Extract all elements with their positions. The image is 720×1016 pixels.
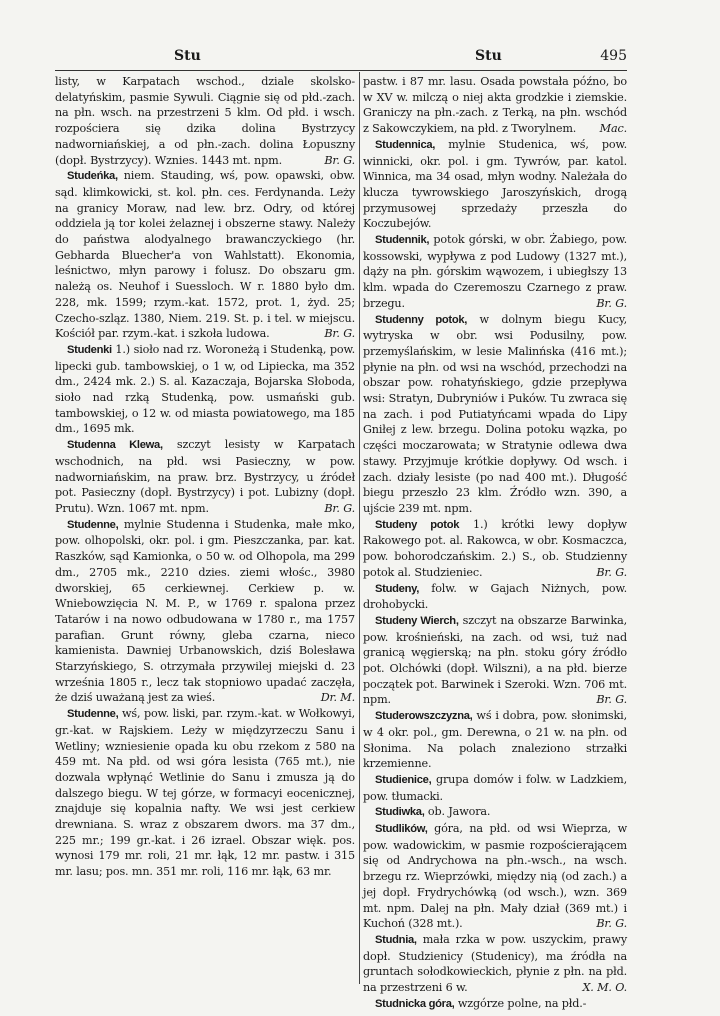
dictionary-entry: [55, 706, 355, 880]
entry-headword: Studiwka,: [375, 806, 425, 819]
dictionary-entry: [363, 613, 627, 708]
dictionary-entry: [55, 437, 355, 517]
running-header: [55, 48, 627, 70]
author-signature: Br. G.: [596, 565, 627, 579]
dictionary-entry: [55, 517, 355, 706]
entry-headword: Studlików,: [375, 823, 428, 836]
dictionary-entry: [363, 772, 627, 804]
entry-text: wś, pow. liski, par. rzym.-kat. w Wołkowyi, gr.-kat. w Rajskiem. Leży w międzyrzeczu Sanu i Wetliny; wzniesienie opada ku obu rzekom z 580 na 459 mt. Na płd. od wsi góra lesista (765 mt.), nie dozwala wpłynąć Wetlinie do Sanu i zmusza ją do dalszego biegu. W tej górze, w formacyi eocenicznej, znajduje się kopalnia nafty. We wsi jest cerkiew drewniana. S. wraz z obszarem dwors. ma 37 dm., 225 mr.; 199 gr.-kat. i 26 izrael. Obszar więk. pos. wynosi 179 mr. roli, 21 mr. łąk, 12 mr. pastw. i 315 mr. lasu; pos. mn. 351 mr. roli, 116 mr. łąk, 63 mr.: [55, 707, 355, 879]
entry-text: pastw. i 87 mr. lasu. Osada powstała późno, bo w XV w. milczą o niej akta grodzkie i ziemskie. Graniczy na płn.-zach. z Terką, na płn. wschód z Sakowczykiem, na płd. z Tworylnem.: [363, 75, 627, 136]
entry-text: wś i dobra, pow. słonimski, w 4 okr. pol., gm. Derewna, o 21 w. na płn. od Słonima. Na polach znaleziono strzałki krzemienne.: [363, 709, 627, 771]
entry-text: potok górski, w obr. Żabiego, pow. kossowski, wypływa z pod Ludowy (1327 mt.), dąży na płn. górskim wąwozem, i ubiegłszy 13 klm. wpada do Czeremoszu Czarnego z praw. brzegu.: [363, 233, 627, 310]
entry-continuation: [363, 74, 627, 137]
entry-headword: Studeny Wierch,: [375, 614, 459, 627]
entry-text: ob. Jawora.: [424, 805, 491, 819]
entry-text: 1.) krótki lewy dopływ Rakowego pot. al. Rakowca, w obr. Kosmaczca, pow. bohorodczańskim. 2.) S., ob. Studzienny potok al. Studzieniec.: [363, 517, 627, 579]
dictionary-entry: [363, 581, 627, 613]
entry-headword: Studnia,: [375, 933, 417, 946]
dictionary-entry: [55, 168, 355, 342]
entry-headword: Studerowszczyzna,: [375, 710, 473, 723]
entry-text: mylnie Studenna i Studenka, małe mko, pow. olhopolski, okr. pol. i gm. Pieszczanka, par. kat. Raszków, sąd Kamionka, o 50 w. od Olhopola, ma 299 dm., 2705 mk., 2210 dzies. ziemi włośc., 3980 dworskiej, 65 cerkiewnej. Cerkiew p. w. Wniebowzięcia N. M. P., w 1769 r. spalona przez Tatarów i na nowo odbudowana w 1780 r., ma 1757 parafian. Grunt równy, gleba czarna, nieco kamienista. Dawniej Urbanowskich, dziś Bolesława Starzyńskiego, S. otrzymała przywilej miejski d. 23 września 1805 r., lecz tak stopniowo upadać zaczęła, że dziś uważaną jest za wieś.: [55, 517, 355, 705]
author-signature: Br. G.: [324, 153, 355, 167]
entry-headword: Studeńka,: [67, 170, 118, 183]
entry-text: niem. Stauding, wś, pow. opawski, obw. sąd. klimkowicki, st. kol. płn. ces. Ferdynanda. Leży na granicy Moraw, nad lew. brz. Odry, od której oddziela ją tor kolei żelaznej i obszerne stawy. Należy do państwa alodyalnego brawanczyckiego (hr. Gebharda Bluecher'a von Wahlstatt). Ekonomia, leśnictwo, młyn parowy i folusz. Do obszaru gm. należą os. Neuhof i Suessloch. W r. 1880 było dm. 228, mk. 1599; rzym.-kat. 1572, prot. 1, żyd. 25; Czecho-szląz. 1380, Niem. 219. St. p. i tel. w miejscu. Kościół par. rzym.-kat. i szkoła ludowa.: [55, 169, 355, 341]
dictionary-entry: [363, 517, 627, 581]
entry-headword: Studennik,: [375, 234, 430, 247]
author-signature: Br. G.: [596, 917, 627, 931]
author-signature: Dr. M.: [320, 691, 355, 705]
entry-headword: Studenny potok,: [375, 313, 468, 326]
dictionary-entry: [363, 996, 627, 1013]
entry-text: góra, na płd. od wsi Wieprza, w pow. wadowickim, w pasmie rozpościerającem się od Andrychowa na płn.-wsch., na wsch. brzegu rz. Wieprzówki, między nią (od zach.) a jej dopł. Frydrychówką (od wsch.), wzn. 369 mt. npm. Dalej na płn. Mały dział (369 mt.) i Kuchoń (328 mt.).: [363, 822, 627, 931]
entry-text: wzgórze polne, na płd.-: [454, 996, 587, 1010]
entry-headword: Studennica,: [375, 138, 436, 151]
entry-text: w dolnym biegu Kucy, wytryska w obr. wsi Podusilny, pow. przemyślańskim, w lesie Malinńska (416 mt.); płynie na płn. od wsi na wschód, przechodzi na obszar pow. rohatyńskiego, gdzie przepływa wsi: Stratyn, Dubryniów i Puków. Tu zwraca się na zach. i pod Putiatyńcami wpada do Lipy Gniłej z lew. brzegu. Dolina potoku wązka, po części moczarowata; w Stratynie odlewa dwa stawy. Przyjmuje krótkie dopływy. Od wsch. i zach. działy lesiste (po nad 400 mt.). Długość biegu przeszło 23 klm. Źródło wzn. 390, a ujście 239 mt. npm.: [363, 312, 627, 515]
dictionary-entry: [363, 821, 627, 932]
right-column: [363, 74, 627, 1012]
left-column: [55, 74, 355, 880]
header-rule: [55, 70, 627, 71]
left-running-head: Stu: [174, 48, 201, 64]
entry-headword: Studnicka góra,: [375, 997, 455, 1010]
author-signature: Br. G.: [324, 327, 355, 341]
right-running-head: Stu: [475, 48, 502, 64]
dictionary-entry: [363, 137, 627, 232]
entry-text: mała rzka w pow. uszyckim, prawy dopł. Studzienicy (Studenicy), ma źródła na gruntach sołodkowieckich, płynie z płn. na płd. na przestrzeni 6 w.: [363, 932, 627, 995]
entry-continuation: [55, 74, 355, 168]
entry-headword: Studeny,: [375, 582, 420, 595]
entry-text: listy, w Karpatach wschod., dziale skolsko-delatyńskim, pasmie Sywuli. Ciągnie się od płd.-zach. na płn. wsch. na przestrzeni 5 klm. Od płd. i wsch. rozpościera się dzika dolina Bystrzycy nadworniańskiej, a od płn.-zach. dolina Łopuszny (dopł. Bystrzycy). Wznies. 1443 mt. npm.: [55, 75, 355, 167]
entry-headword: Studenki: [67, 343, 112, 356]
dictionary-entry: [55, 342, 355, 437]
entry-text: mylnie Studenica, wś, pow. winnicki, okr. pol. i gm. Tywrów, par. katol. Winnica, ma 34 osad, młyn wodny. Należała do klucza tywrowskiego Jaroszyńskich, drogą przymusowej sprzedaży przeszła do Koczubejów.: [363, 137, 627, 231]
dictionary-entry: [363, 932, 627, 996]
dictionary-entry: [363, 232, 627, 312]
dictionary-entry: [363, 312, 627, 517]
page-number: 495: [600, 48, 627, 64]
entry-headword: Studeny potok: [375, 518, 460, 531]
author-signature: Br. G.: [324, 501, 355, 515]
dictionary-entry: [363, 708, 627, 772]
entry-text: szczyt lesisty w Karpatach wschodnich, na płd. wsi Pasieczny, w pow. nadworniańskim, na praw. brz. Bystrzycy, u źródeł pot. Pasieczny (dopł. Bystrzycy) i pot. Lubizny (dopł. Prutu). Wzn. 1067 mt. npm.: [55, 438, 355, 515]
column-divider: [359, 72, 360, 984]
entry-headword: Studenne,: [67, 708, 119, 721]
dictionary-page: [55, 48, 627, 1008]
entry-headword: Studienice,: [375, 773, 432, 786]
entry-text: szczyt na obszarze Barwinka, pow. krośnieński, na zach. od wsi, tuż nad granicą węgierską; na płn. stoku góry źródło pot. Olchówki (dopł. Wilszni), a na płd. bierze początek pot. Barwinek i Szeroki. Wzn. 706 mt. npm.: [363, 613, 627, 707]
entry-text: folw. w Gajach Niżnych, pow. drohobycki.: [363, 581, 627, 612]
author-signature: X. M. O.: [582, 981, 627, 995]
author-signature: Br. G.: [596, 296, 627, 310]
entry-text: 1.) sioło nad rz. Woroneżą i Studenką, pow. lipecki gub. tambowskiej, o 1 w, od Lipiecka, ma 352 dm., 2424 mk. 2.) S. al. Kazaczaja, Bojarska Słoboda, sioło nad rzką Studenką, pow. usmański gub. tambowskiej, o 12 w. od miasta powiatowego, ma 185 dm., 1695 mk.: [55, 342, 355, 436]
dictionary-entry: [363, 804, 627, 821]
author-signature: Mac.: [599, 122, 627, 136]
entry-headword: Studenne,: [67, 518, 119, 531]
entry-text: grupa domów i folw. w Ladzkiem, pow. tłumacki.: [363, 772, 627, 803]
author-signature: Br. G.: [596, 693, 627, 707]
entry-headword: Studenna Klewa,: [67, 439, 163, 452]
